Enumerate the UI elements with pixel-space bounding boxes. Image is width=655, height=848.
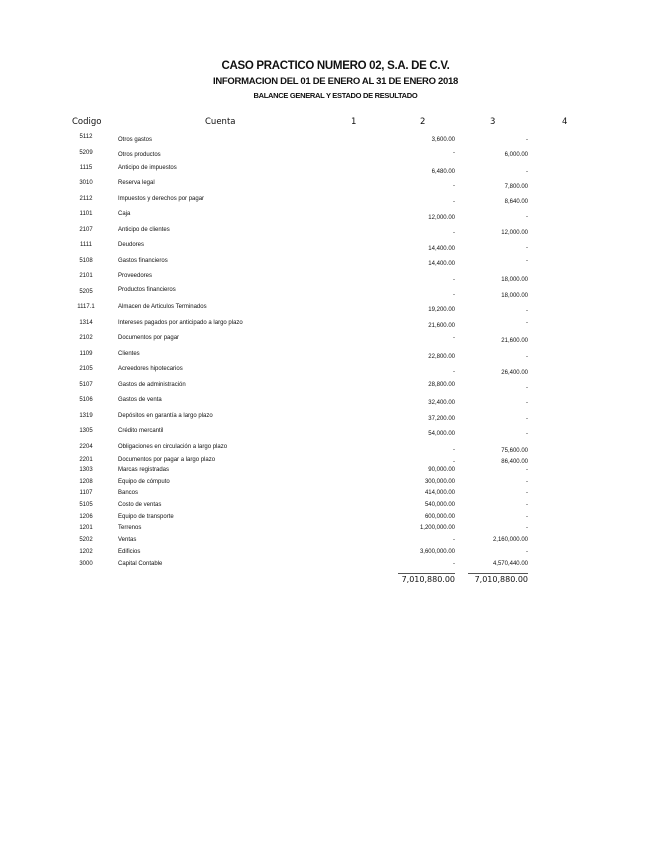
amount-column-2: 28,800.00 <box>428 382 455 388</box>
table-row <box>0 335 655 345</box>
account-name: Terrenos <box>118 525 142 531</box>
table-row <box>0 413 655 423</box>
account-name: Crédito mercantil <box>118 428 164 434</box>
amount-column-3: 2,160,000.00 <box>492 537 528 543</box>
table-row <box>0 165 655 175</box>
account-name: Acreedores hipotecarios <box>118 366 183 372</box>
amount-column-3: - <box>526 137 528 143</box>
account-code: 1305 <box>79 428 93 434</box>
amount-column-2: 22,800.00 <box>428 354 455 360</box>
report-name: BALANCE GENERAL Y ESTADO DE RESULTADO <box>253 91 418 100</box>
account-name: Documentos por pagar a largo plazo <box>118 457 216 463</box>
account-name: Anticipo de clientes <box>118 227 170 233</box>
account-name: Productos financieros <box>118 287 176 293</box>
table-row <box>0 150 655 160</box>
total-column-2: 7,010,880.00 <box>401 575 455 584</box>
amount-column-3: - <box>526 258 528 264</box>
amount-column-2: - <box>453 459 455 465</box>
amount-column-3: 75,600.00 <box>501 448 528 454</box>
table-row <box>0 242 655 252</box>
account-code: 5209 <box>79 150 93 156</box>
account-name: Clientes <box>118 351 140 357</box>
account-name: Gastos de administración <box>118 382 186 388</box>
amount-column-3: - <box>526 431 528 437</box>
amount-column-2: - <box>453 150 455 156</box>
account-code: 5108 <box>79 258 93 264</box>
account-code: 1115 <box>79 165 93 171</box>
amount-column-2: 90,000.00 <box>428 467 455 473</box>
amount-column-3: - <box>526 245 528 251</box>
amount-column-3: 8,640.00 <box>504 199 528 205</box>
amount-column-3: - <box>526 479 528 485</box>
account-name: Reserva legal <box>118 180 155 186</box>
amount-column-2: - <box>453 183 455 189</box>
amount-column-3: 6,000.00 <box>504 152 528 158</box>
column-header-3: 3 <box>490 117 496 127</box>
account-name: Anticipo de impuestos <box>118 165 177 171</box>
account-code: 5112 <box>79 134 93 140</box>
amount-column-3: - <box>526 385 528 391</box>
account-name: Almacen de Articulos Terminados <box>118 304 207 310</box>
amount-column-2: - <box>453 537 455 543</box>
account-code: 1111 <box>79 242 92 248</box>
account-name: Edificios <box>118 549 141 555</box>
amount-column-3: - <box>526 320 528 326</box>
amount-column-2: 540,000.00 <box>424 502 455 508</box>
total-rule-3 <box>468 573 528 574</box>
table-row <box>0 273 655 283</box>
total-column-3: 7,010,880.00 <box>474 575 528 584</box>
amount-column-2: - <box>453 199 455 205</box>
amount-column-2: 414,000.00 <box>424 490 455 496</box>
column-header-1: 1 <box>351 117 357 127</box>
account-code: 5107 <box>79 382 93 388</box>
table-row <box>0 366 655 376</box>
column-header-cuenta: Cuenta <box>205 117 236 127</box>
table-row <box>0 479 655 489</box>
account-code: 1101 <box>79 211 93 217</box>
account-code: 1208 <box>79 479 93 485</box>
amount-column-3: - <box>526 525 528 531</box>
table-row <box>0 490 655 500</box>
account-code: 1107 <box>79 490 93 496</box>
table-row <box>0 549 655 559</box>
amount-column-2: 19,200.00 <box>428 307 455 313</box>
account-name: Impuestos y derechos por pagar <box>118 196 205 202</box>
account-name: Bancos <box>118 490 139 496</box>
account-code: 1314 <box>79 320 93 326</box>
account-code: 1206 <box>79 514 93 520</box>
table-row <box>0 467 655 477</box>
amount-column-2: 3,600,000.00 <box>419 549 455 555</box>
account-name: Obligaciones en circulación a largo plazo <box>118 444 228 450</box>
amount-column-2: - <box>453 335 455 341</box>
account-code: 5105 <box>79 502 93 508</box>
account-name: Proveedores <box>118 273 153 279</box>
account-name: Intereses pagados por anticipado a largo plazo <box>118 320 243 326</box>
report-period: INFORMACION DEL 01 DE ENERO AL 31 DE ENERO 2018 <box>213 76 458 87</box>
table-row <box>0 320 655 330</box>
account-code: 3010 <box>79 180 93 186</box>
account-code: 3000 <box>79 561 93 567</box>
amount-column-2: 37,200.00 <box>428 416 455 422</box>
amount-column-3: 18,000.00 <box>501 277 528 283</box>
table-row <box>0 457 655 467</box>
amount-column-3: - <box>526 400 528 406</box>
amount-column-3: - <box>526 502 528 508</box>
amount-column-3: 26,400.00 <box>501 370 528 376</box>
column-header-codigo: Codigo <box>72 117 102 127</box>
account-code: 2204 <box>79 444 93 450</box>
amount-column-2: 21,600.00 <box>428 323 455 329</box>
amount-column-2: 3,600.00 <box>431 137 455 143</box>
amount-column-3: - <box>526 467 528 473</box>
amount-column-3: - <box>526 490 528 496</box>
table-row <box>0 211 655 221</box>
amount-column-3: - <box>526 169 528 175</box>
account-name: Equipo de transporte <box>118 514 174 520</box>
account-name: Capital Contable <box>118 561 163 567</box>
table-row <box>0 397 655 407</box>
report-title: CASO PRACTICO NUMERO 02, S.A. DE C.V. <box>221 60 450 72</box>
table-row <box>0 382 655 392</box>
amount-column-3: 21,600.00 <box>501 338 528 344</box>
account-code: 1319 <box>79 413 93 419</box>
amount-column-2: 32,400.00 <box>428 400 455 406</box>
account-code: 1201 <box>79 525 93 531</box>
amount-column-3: 4,570,440.00 <box>492 561 528 567</box>
amount-column-3: 12,000.00 <box>501 230 528 236</box>
table-row <box>0 258 655 268</box>
table-row <box>0 514 655 524</box>
table-row <box>0 351 655 361</box>
account-name: Otros productos <box>118 152 161 158</box>
table-row <box>0 304 655 314</box>
account-code: 2112 <box>79 196 93 202</box>
account-name: Gastos de venta <box>118 397 162 403</box>
account-name: Gastos financieros <box>118 258 168 264</box>
amount-column-2: 6,480.00 <box>431 169 455 175</box>
table-row <box>0 502 655 512</box>
amount-column-3: 18,000.00 <box>501 293 528 299</box>
amount-column-2: - <box>453 369 455 375</box>
account-code: 1109 <box>79 351 93 357</box>
account-code: 2102 <box>79 335 93 341</box>
amount-column-3: - <box>526 214 528 220</box>
table-row <box>0 289 655 299</box>
account-name: Caja <box>118 211 131 217</box>
column-header-4: 4 <box>562 117 568 127</box>
table-row <box>0 561 655 571</box>
account-code: 2201 <box>79 457 93 463</box>
amount-column-2: 14,400.00 <box>428 246 455 252</box>
account-name: Costo de ventas <box>118 502 162 508</box>
amount-column-2: - <box>453 561 455 567</box>
amount-column-2: 1,200,000.00 <box>419 525 455 531</box>
amount-column-3: - <box>526 354 528 360</box>
amount-column-3: - <box>526 416 528 422</box>
account-code: 5205 <box>79 289 93 295</box>
account-name: Depósitos en garantía a largo plazo <box>118 413 213 419</box>
amount-column-3: 7,800.00 <box>504 184 528 190</box>
account-code: 1202 <box>79 549 93 555</box>
totals-row <box>0 575 655 587</box>
amount-column-2: 14,400.00 <box>428 261 455 267</box>
amount-column-2: 54,000.00 <box>428 431 455 437</box>
amount-column-2: 300,000.00 <box>424 479 455 485</box>
account-code: 1117.1 <box>77 304 95 310</box>
account-code: 5106 <box>79 397 93 403</box>
table-row <box>0 428 655 438</box>
account-name: Ventas <box>118 537 137 543</box>
amount-column-2: - <box>453 292 455 298</box>
amount-column-3: 86,400.00 <box>501 459 528 465</box>
account-name: Documentos por pagar <box>118 335 180 341</box>
amount-column-2: 600,000.00 <box>424 514 455 520</box>
account-name: Otros gastos <box>118 137 153 143</box>
account-name: Equipo de cómputo <box>118 479 170 485</box>
account-code: 2107 <box>79 227 93 233</box>
amount-column-2: - <box>453 447 455 453</box>
table-row <box>0 227 655 237</box>
account-name: Marcas registradas <box>118 467 170 473</box>
amount-column-3: - <box>526 514 528 520</box>
amount-column-2: - <box>453 277 455 283</box>
table-row <box>0 134 655 144</box>
table-row <box>0 180 655 190</box>
amount-column-2: 12,000.00 <box>428 215 455 221</box>
amount-column-2: - <box>453 230 455 236</box>
column-header-2: 2 <box>420 117 426 127</box>
amount-column-3: - <box>526 549 528 555</box>
account-code: 2101 <box>79 273 93 279</box>
account-code: 2105 <box>79 366 93 372</box>
account-name: Deudores <box>118 242 145 248</box>
amount-column-3: - <box>526 308 528 314</box>
account-code: 1303 <box>79 467 93 473</box>
account-code: 5202 <box>79 537 93 543</box>
total-rule-2 <box>398 573 455 574</box>
table-row <box>0 525 655 535</box>
table-row <box>0 537 655 547</box>
table-row <box>0 196 655 206</box>
table-row <box>0 444 655 454</box>
